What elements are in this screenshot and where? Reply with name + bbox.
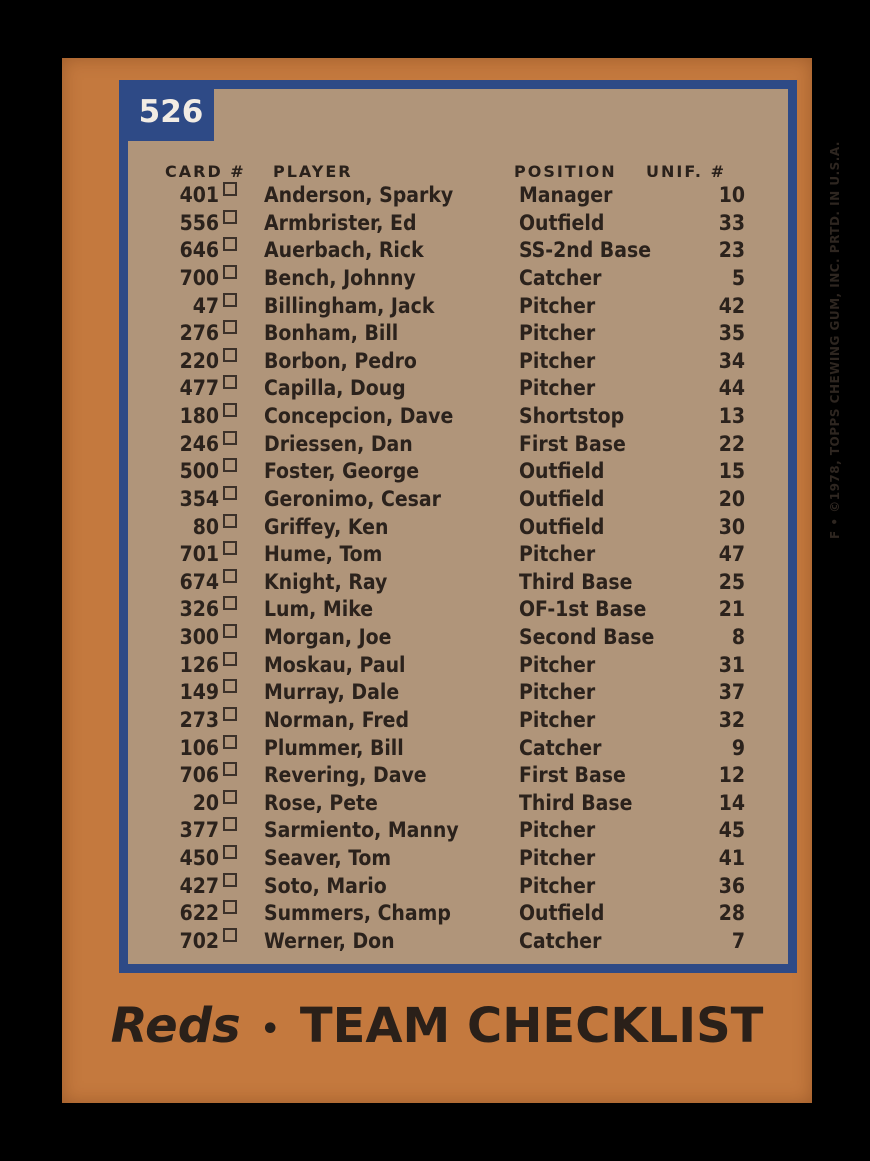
uniform-number: 13 xyxy=(718,404,745,429)
table-row xyxy=(128,265,788,293)
player-name: Moskau, Paul xyxy=(264,652,406,677)
card-number: 47 xyxy=(192,293,219,318)
player-position: OF-1st Base xyxy=(519,597,647,622)
header-position: POSITION xyxy=(514,162,617,181)
uniform-number: 31 xyxy=(718,652,745,677)
table-row xyxy=(128,679,788,707)
player-position: Pitcher xyxy=(519,321,596,346)
table-row xyxy=(128,403,788,431)
player-position: Pitcher xyxy=(519,348,596,373)
card-number: 149 xyxy=(179,680,219,705)
player-position: Manager xyxy=(519,183,613,207)
table-row xyxy=(128,873,788,901)
uniform-number: 7 xyxy=(731,929,745,953)
card-number: 427 xyxy=(179,873,219,898)
player-position: Pitcher xyxy=(519,873,596,898)
player-position: Outfield xyxy=(519,486,605,511)
table-row xyxy=(128,817,788,845)
uniform-number: 28 xyxy=(718,901,745,926)
checkbox[interactable] xyxy=(223,928,237,942)
uniform-number: 47 xyxy=(718,542,745,567)
table-row xyxy=(128,928,788,956)
uniform-number: 36 xyxy=(718,873,745,898)
player-name: Capilla, Doug xyxy=(264,376,406,401)
player-name: Soto, Mario xyxy=(264,873,387,898)
player-name: Bonham, Bill xyxy=(264,321,399,346)
footer-title xyxy=(62,998,812,1054)
card-number: 20 xyxy=(192,790,219,815)
checkbox[interactable] xyxy=(223,237,237,251)
table-row xyxy=(128,293,788,321)
card-number: 401 xyxy=(179,183,219,207)
player-position: Shortstop xyxy=(519,404,625,429)
table-row xyxy=(128,514,788,542)
card-number: 273 xyxy=(179,707,219,732)
checkbox[interactable] xyxy=(223,762,237,776)
uniform-number: 30 xyxy=(718,514,745,539)
table-row xyxy=(128,845,788,873)
player-position: Pitcher xyxy=(519,542,596,567)
table-row xyxy=(128,348,788,376)
uniform-number: 23 xyxy=(718,238,745,263)
checkbox[interactable] xyxy=(223,320,237,334)
checkbox[interactable] xyxy=(223,596,237,610)
player-position: First Base xyxy=(519,431,626,456)
card-number: 106 xyxy=(179,735,219,760)
checkbox[interactable] xyxy=(223,293,237,307)
table-row xyxy=(128,320,788,348)
card-number: 646 xyxy=(179,238,219,263)
player-position: Pitcher xyxy=(519,846,596,871)
player-name: Driessen, Dan xyxy=(264,431,413,456)
checklist-title: TEAM CHECKLIST xyxy=(299,998,764,1054)
player-position: Catcher xyxy=(519,735,602,760)
player-name: Lum, Mike xyxy=(264,597,374,622)
card-number: 80 xyxy=(192,514,219,539)
card-number: 622 xyxy=(179,901,219,926)
checkbox[interactable] xyxy=(223,182,237,196)
uniform-number: 21 xyxy=(718,597,745,622)
table-row xyxy=(128,486,788,514)
table-row xyxy=(128,210,788,238)
player-name: Geronimo, Cesar xyxy=(264,486,441,511)
card-number: 180 xyxy=(179,404,219,429)
table-row xyxy=(128,431,788,459)
card-number: 300 xyxy=(179,625,219,650)
card-number: 126 xyxy=(179,652,219,677)
checkbox[interactable] xyxy=(223,431,237,445)
table-row xyxy=(128,182,788,210)
card-number: 326 xyxy=(179,597,219,622)
separator-dot: • xyxy=(260,1011,280,1047)
checkbox[interactable] xyxy=(223,375,237,389)
player-name: Revering, Dave xyxy=(264,763,427,788)
player-name: Rose, Pete xyxy=(264,790,378,815)
card-number: 500 xyxy=(179,459,219,484)
checkbox[interactable] xyxy=(223,210,237,224)
uniform-number: 8 xyxy=(731,625,745,650)
card-number: 246 xyxy=(179,431,219,456)
checkbox[interactable] xyxy=(223,817,237,831)
player-name: Bench, Johnny xyxy=(264,265,416,290)
uniform-number: 42 xyxy=(718,293,745,318)
card-number: 701 xyxy=(179,542,219,567)
player-position: Outfield xyxy=(519,514,605,539)
checkbox[interactable] xyxy=(223,624,237,638)
card-number: 220 xyxy=(179,348,219,373)
uniform-number: 41 xyxy=(718,846,745,871)
uniform-number: 5 xyxy=(731,265,745,290)
player-position: Third Base xyxy=(519,569,633,594)
checkbox[interactable] xyxy=(223,458,237,472)
player-name: Griffey, Ken xyxy=(264,514,389,539)
checkbox[interactable] xyxy=(223,403,237,417)
checkbox[interactable] xyxy=(223,735,237,749)
table-row xyxy=(128,762,788,790)
uniform-number: 37 xyxy=(718,680,745,705)
player-name: Plummer, Bill xyxy=(264,735,404,760)
header-uniform: UNIF. # xyxy=(646,162,726,181)
uniform-number: 25 xyxy=(718,569,745,594)
table-row xyxy=(128,569,788,597)
checkbox[interactable] xyxy=(223,652,237,666)
uniform-number: 34 xyxy=(718,348,745,373)
player-name: Armbrister, Ed xyxy=(264,210,417,235)
player-position: Second Base xyxy=(519,625,655,650)
table-row xyxy=(128,900,788,928)
team-name: Reds xyxy=(110,998,241,1054)
uniform-number: 33 xyxy=(718,210,745,235)
uniform-number: 32 xyxy=(718,707,745,732)
uniform-number: 20 xyxy=(718,486,745,511)
player-name: Billingham, Jack xyxy=(264,293,435,318)
player-position: Outfield xyxy=(519,901,605,926)
uniform-number: 45 xyxy=(718,818,745,843)
table-row xyxy=(128,707,788,735)
player-name: Summers, Champ xyxy=(264,901,451,926)
card-number: 354 xyxy=(179,486,219,511)
player-position: Catcher xyxy=(519,265,602,290)
player-name: Borbon, Pedro xyxy=(264,348,417,373)
header-card-number: CARD # xyxy=(165,162,246,181)
table-row xyxy=(128,624,788,652)
table-row xyxy=(128,596,788,624)
table-row xyxy=(128,458,788,486)
uniform-number: 44 xyxy=(718,376,745,401)
table-row xyxy=(128,375,788,403)
player-name: Hume, Tom xyxy=(264,542,383,567)
player-position: Third Base xyxy=(519,790,633,815)
checkbox[interactable] xyxy=(223,845,237,859)
header-player: PLAYER xyxy=(273,162,353,181)
player-position: Pitcher xyxy=(519,376,596,401)
card-number: 450 xyxy=(179,846,219,871)
checklist-card xyxy=(62,58,842,1103)
player-position: First Base xyxy=(519,763,626,788)
player-position: Pitcher xyxy=(519,818,596,843)
checkbox[interactable] xyxy=(223,790,237,804)
checklist-panel xyxy=(119,80,842,973)
player-name: Knight, Ray xyxy=(264,569,388,594)
uniform-number: 15 xyxy=(718,459,745,484)
player-name: Sarmiento, Manny xyxy=(264,818,459,843)
uniform-number: 12 xyxy=(718,763,745,788)
uniform-number: 35 xyxy=(718,321,745,346)
player-position: Pitcher xyxy=(519,293,596,318)
table-row xyxy=(128,790,788,818)
player-position: Outfield xyxy=(519,210,605,235)
player-name: Werner, Don xyxy=(264,929,395,953)
checkbox[interactable] xyxy=(223,348,237,362)
player-name: Murray, Dale xyxy=(264,680,400,705)
player-name: Seaver, Tom xyxy=(264,846,392,871)
player-position: Pitcher xyxy=(519,680,596,705)
table-row xyxy=(128,541,788,569)
player-name: Auerbach, Rick xyxy=(264,238,424,263)
player-position: Pitcher xyxy=(519,707,596,732)
player-name: Anderson, Sparky xyxy=(264,183,454,207)
player-position: SS-2nd Base xyxy=(519,238,652,263)
uniform-number: 14 xyxy=(718,790,745,815)
player-name: Morgan, Joe xyxy=(264,625,392,650)
player-position: Outfield xyxy=(519,459,605,484)
checkbox[interactable] xyxy=(223,679,237,693)
card-number: 700 xyxy=(179,265,219,290)
player-name: Concepcion, Dave xyxy=(264,404,454,429)
table-row xyxy=(128,735,788,763)
checkbox[interactable] xyxy=(223,541,237,555)
copyright-text: F • ©1978, TOPPS CHEWING GUM, INC. PRTD. IN U.S.A. xyxy=(828,141,842,539)
checkbox[interactable] xyxy=(223,569,237,583)
table-row xyxy=(128,237,788,265)
uniform-number: 22 xyxy=(718,431,745,456)
card-number: 706 xyxy=(179,763,219,788)
card-number: 377 xyxy=(179,818,219,843)
player-name: Foster, George xyxy=(264,459,420,484)
checkbox[interactable] xyxy=(223,514,237,528)
checkbox[interactable] xyxy=(223,900,237,914)
checkbox[interactable] xyxy=(223,873,237,887)
checkbox[interactable] xyxy=(223,486,237,500)
card-number: 276 xyxy=(179,321,219,346)
card-number: 702 xyxy=(179,929,219,953)
player-position: Catcher xyxy=(519,929,602,953)
uniform-number: 10 xyxy=(718,183,745,207)
card-number-badge: 526 xyxy=(128,89,214,141)
table-row xyxy=(128,652,788,680)
uniform-number: 9 xyxy=(731,735,745,760)
checkbox[interactable] xyxy=(223,265,237,279)
player-name: Norman, Fred xyxy=(264,707,409,732)
player-position: Pitcher xyxy=(519,652,596,677)
card-number: 674 xyxy=(179,569,219,594)
card-number: 556 xyxy=(179,210,219,235)
checkbox[interactable] xyxy=(223,707,237,721)
card-number: 477 xyxy=(179,376,219,401)
